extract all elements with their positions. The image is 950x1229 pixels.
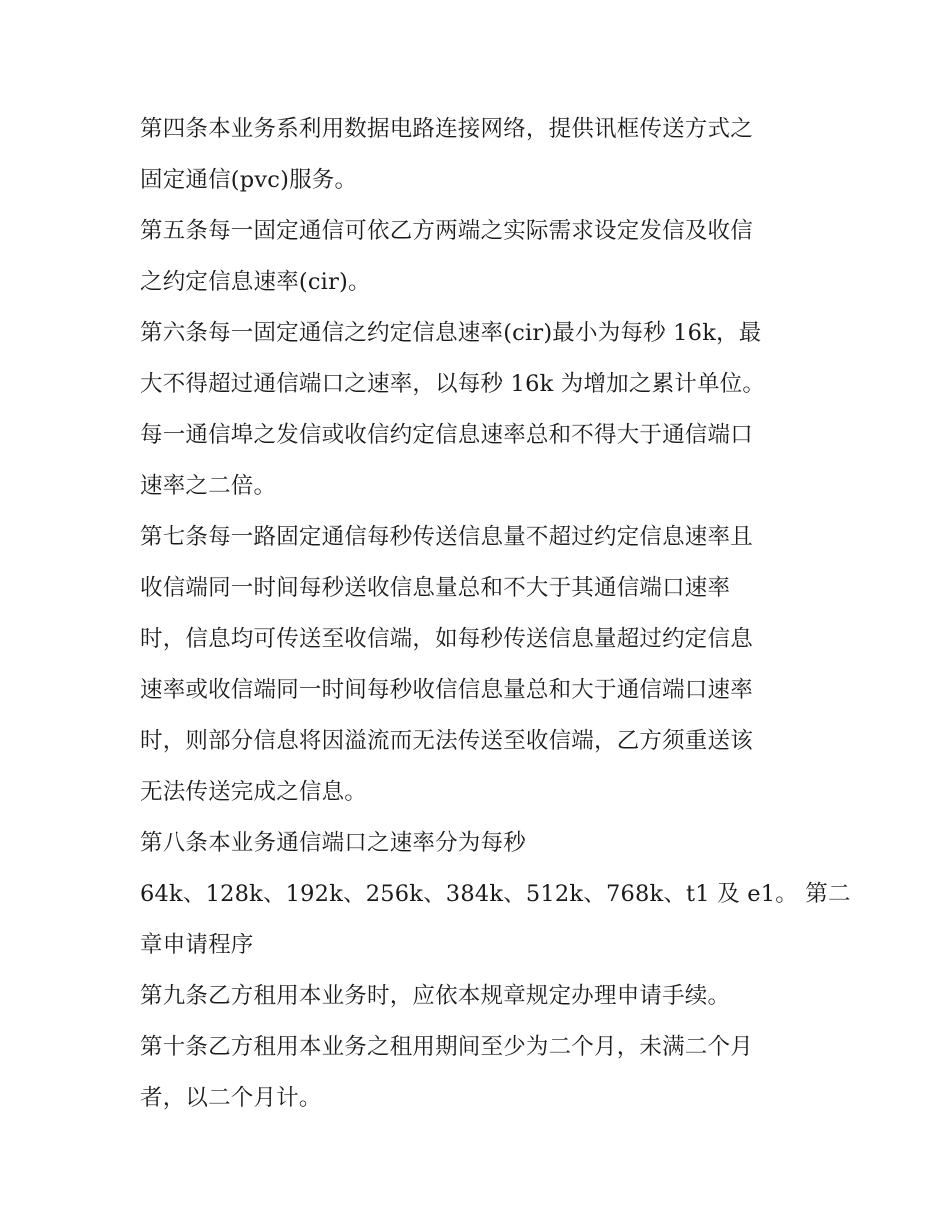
text-line: 时，信息均可传送至收信端，如每秒传送信息量超过约定信息 xyxy=(140,626,753,652)
text-line: 速率或收信端同一时间每秒收信信息量总和大于通信端口速率 xyxy=(140,677,753,703)
text-line: 64k、128k、192k、256k、384k、512k、768k、t1 及 e1。 第二 xyxy=(140,881,851,907)
text-line: 时，则部分信息将因溢流而无法传送至收信端，乙方须重送该 xyxy=(140,728,753,754)
text-line: 收信端同一时间每秒送收信息量总和不大于其通信端口速率 xyxy=(140,575,731,601)
text-line: 第六条每一固定通信之约定信息速率(cir)最小为每秒 16k，最 xyxy=(140,320,762,346)
text-line: 第五条每一固定通信可依乙方两端之实际需求设定发信及收信 xyxy=(140,218,753,244)
text-line: 之约定信息速率(cir)。 xyxy=(140,269,371,295)
text-line: 章申请程序 xyxy=(140,932,254,958)
document-body xyxy=(140,104,851,1124)
text-line: 速率之二倍。 xyxy=(140,473,277,499)
text-line: 第九条乙方租用本业务时，应依本规章规定办理申请手续。 xyxy=(140,983,731,1009)
text-line: 第七条每一路固定通信每秒传送信息量不超过约定信息速率且 xyxy=(140,524,753,550)
text-line: 无法传送完成之信息。 xyxy=(140,779,368,805)
text-line: 第四条本业务系利用数据电路连接网络，提供讯框传送方式之 xyxy=(140,116,753,142)
text-line: 第八条本业务通信端口之速率分为每秒 xyxy=(140,830,526,856)
text-line: 第十条乙方租用本业务之租用期间至少为二个月，未满二个月 xyxy=(140,1034,753,1060)
text-line: 固定通信(pvc)服务。 xyxy=(140,167,358,193)
text-line: 者，以二个月计。 xyxy=(140,1085,322,1111)
text-line: 大不得超过通信端口之速率，以每秒 16k 为增加之累计单位。 xyxy=(140,371,766,397)
text-line: 每一通信埠之发信或收信约定信息速率总和不得大于通信端口 xyxy=(140,422,753,448)
